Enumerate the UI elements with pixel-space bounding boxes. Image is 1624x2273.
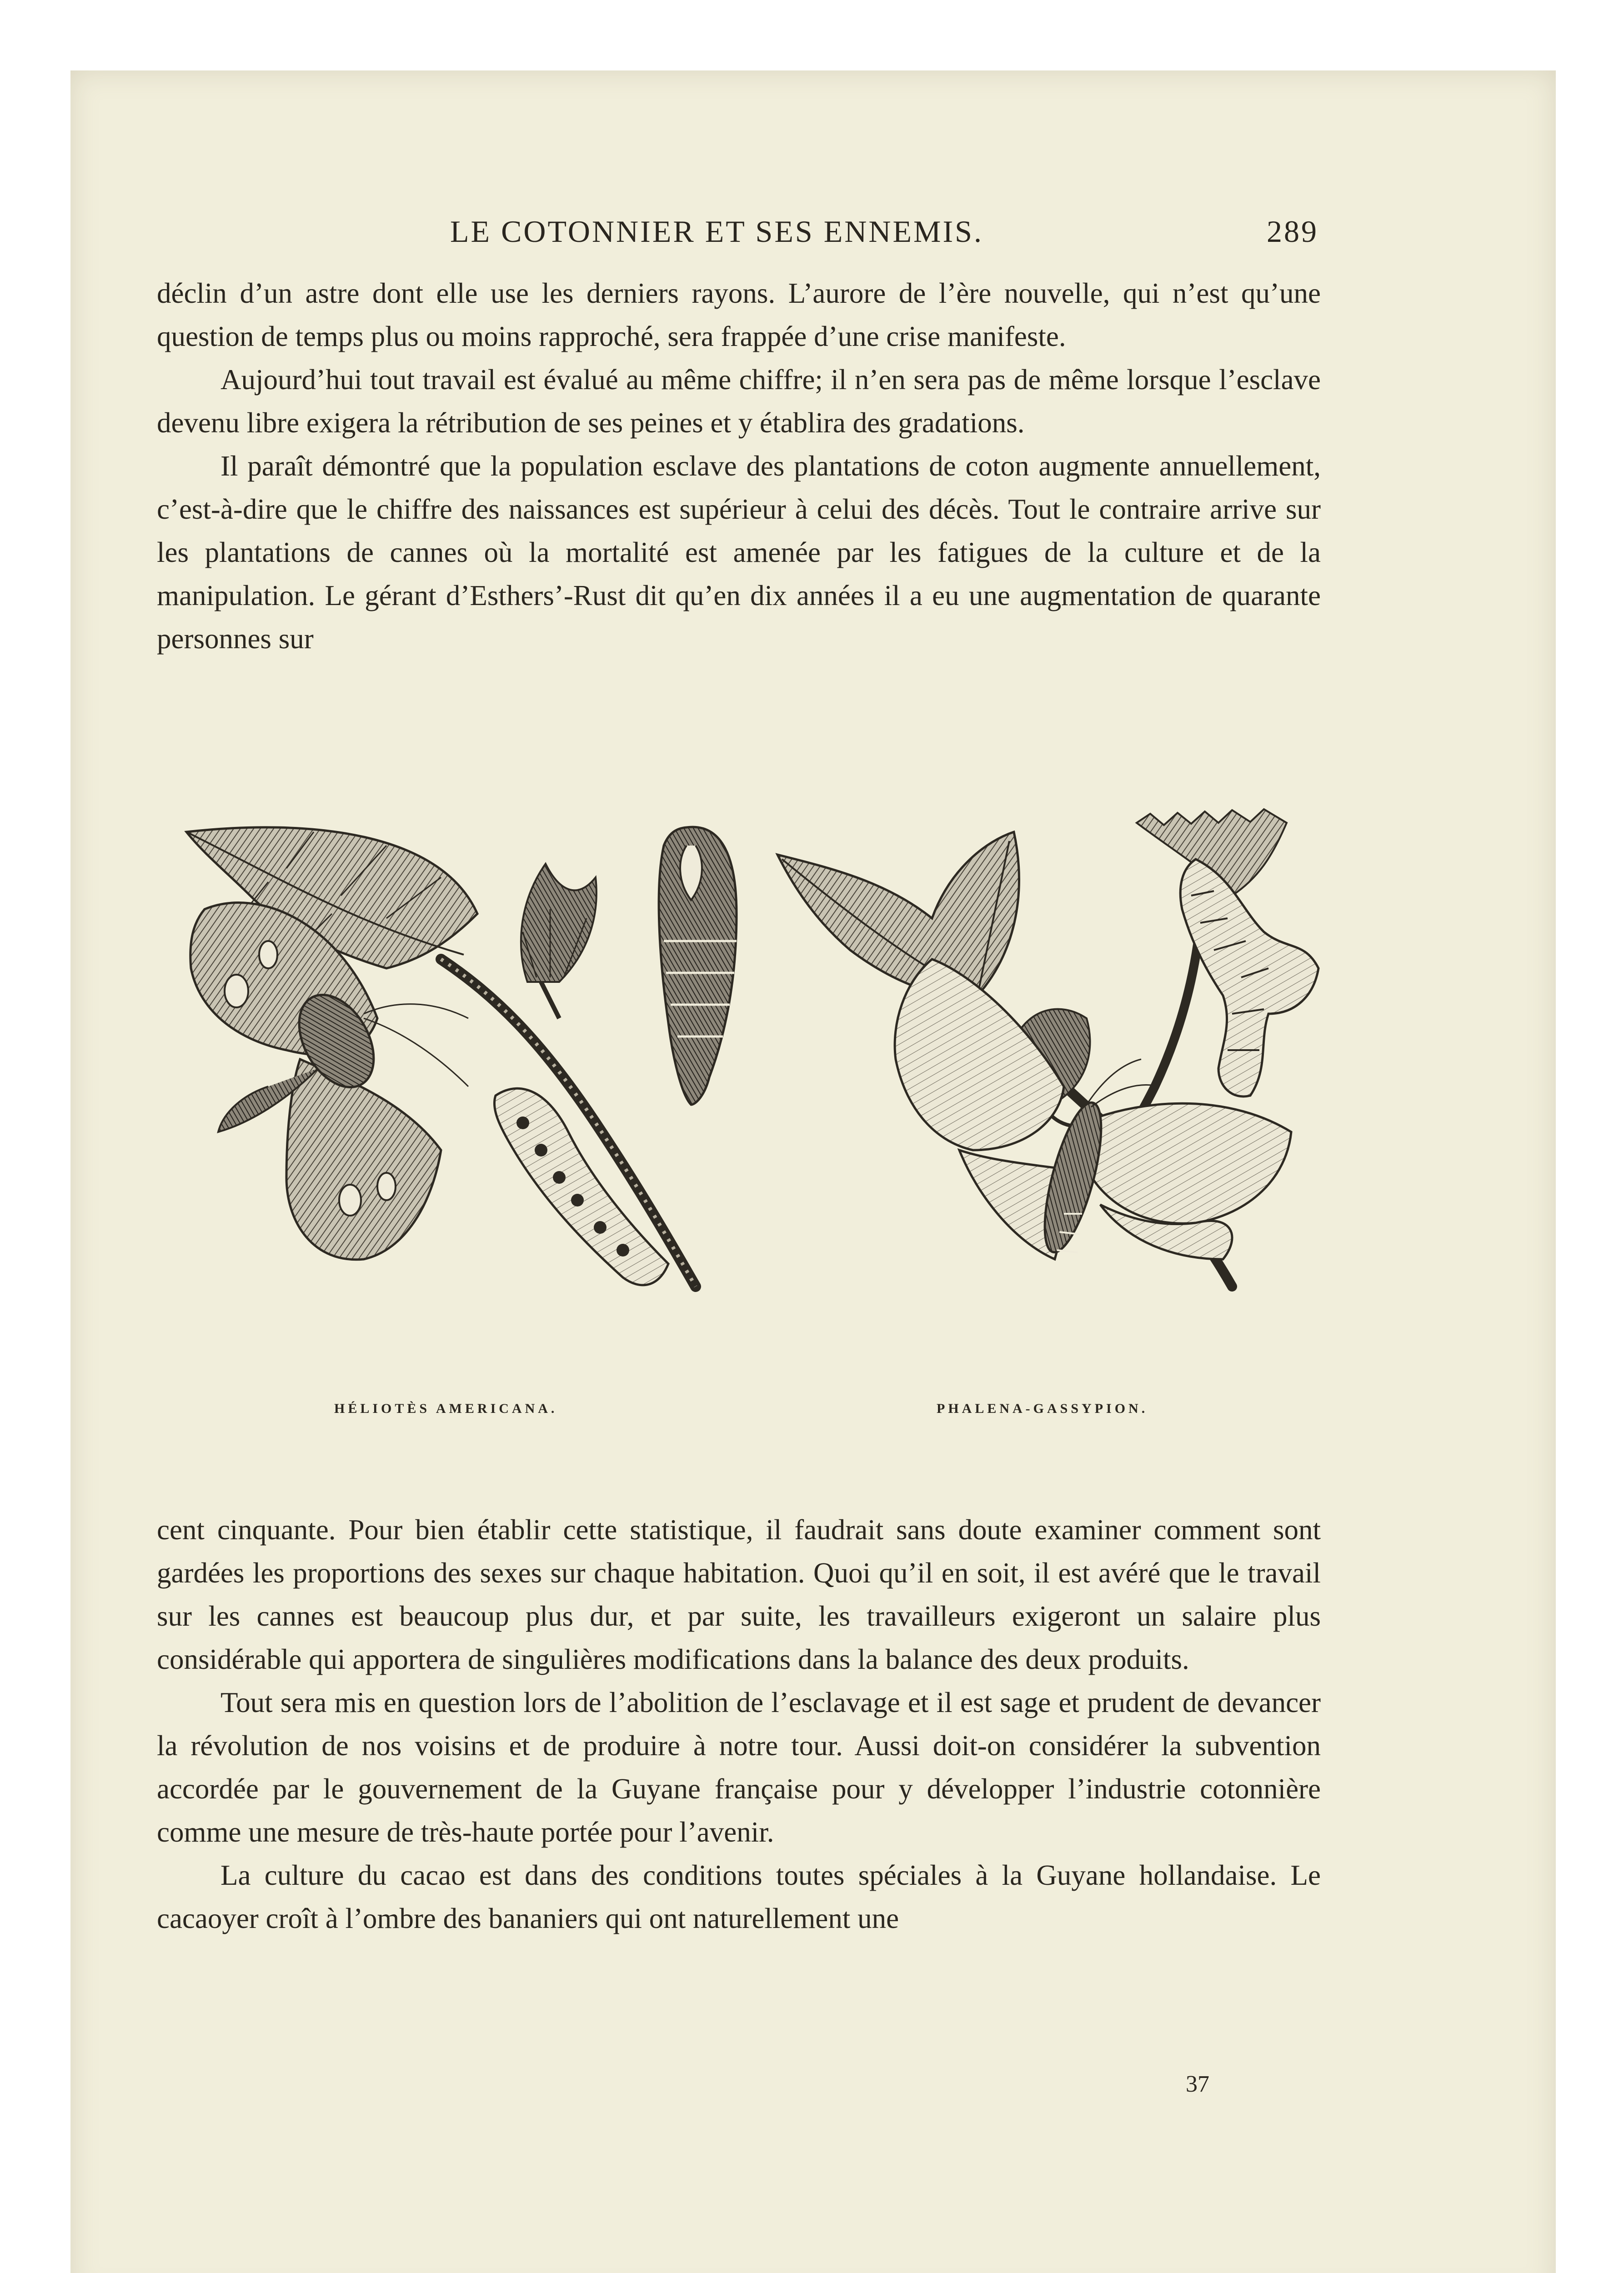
text-block-bottom [157,1508,1321,1940]
paragraph: Aujourd’hui tout travail est évalué au même chiffre; il n’en sera pas de même lorsque l’esclave devenu libre exigera la rétribution de ses peines et y établira des gradations. [157,364,1321,439]
paragraph: déclin d’un astre dont elle use les derniers rayons. L’aurore de l’ère nouvelle, qui n’est qu’une question de temps plus ou moins rapproché, sera frappée d’une crise manifeste. [157,277,1321,352]
figure-caption-right: PHALENA-GASSYPION. [937,1401,1148,1416]
paragraph: Il paraît démontré que la population esclave des plantations de coton augmente annuellement, c’est-à-dire que le chiffre des naissances est supérieur à celui des décès. Tout le contraire arrive sur les plantations de cannes où la mortalité est amenée par les fatigues de la culture et de la manipulation. Le gérant d’Esthers’-Rust dit qu’en dix années il a eu une augmentation de quarante personnes sur [157,450,1321,655]
paragraph: cent cinquante. Pour bien établir cette statistique, il faudrait sans doute examiner comment sont gardées les proportions des sexes sur chaque habitation. Quoi qu’il en soit, il est avéré que le travail sur les cannes est beaucoup plus dur, et par suite, les travailleurs exigeront un salaire plus considérable qui apportera de singulières modifications dans la balance des deux produits. [157,1514,1321,1675]
paragraph: Tout sera mis en question lors de l’abolition de l’esclavage et il est sage et prudent de devancer la révolution de nos voisins et de produire à notre tour. Aussi doit-on considérer la subvention accordée par le gouvernement de la Guyane française pour y développer l’industrie cotonnière comme une mesure de très-haute portée pour l’avenir. [157,1687,1321,1848]
page-number: 289 [1267,214,1318,249]
paragraph: La culture du cacao est dans des conditions toutes spéciales à la Guyane hollandaise. Le cacaoyer croît à l’ombre des bananiers qui ont naturellement une [157,1859,1321,1934]
cotton-stem-icon [441,959,696,1287]
engraving-svg [150,805,1332,1396]
cotton-bud-icon [521,864,596,1018]
signature-mark: 37 [1186,2071,1209,2097]
text-block-top [157,272,1321,661]
moth-heliotes-icon [190,903,468,1260]
figure-caption-left: HÉLIOTÈS AMERICANA. [334,1401,558,1416]
heliotes-group [186,827,737,1287]
running-title: LE COTONNIER ET SES ENNEMIS. [450,214,983,249]
running-head [155,214,1318,255]
engraving-illustration [150,805,1332,1396]
caterpillar-phalena-icon [1180,859,1318,1096]
chrysalis-icon [659,827,737,1105]
phalena-group [777,809,1318,1287]
